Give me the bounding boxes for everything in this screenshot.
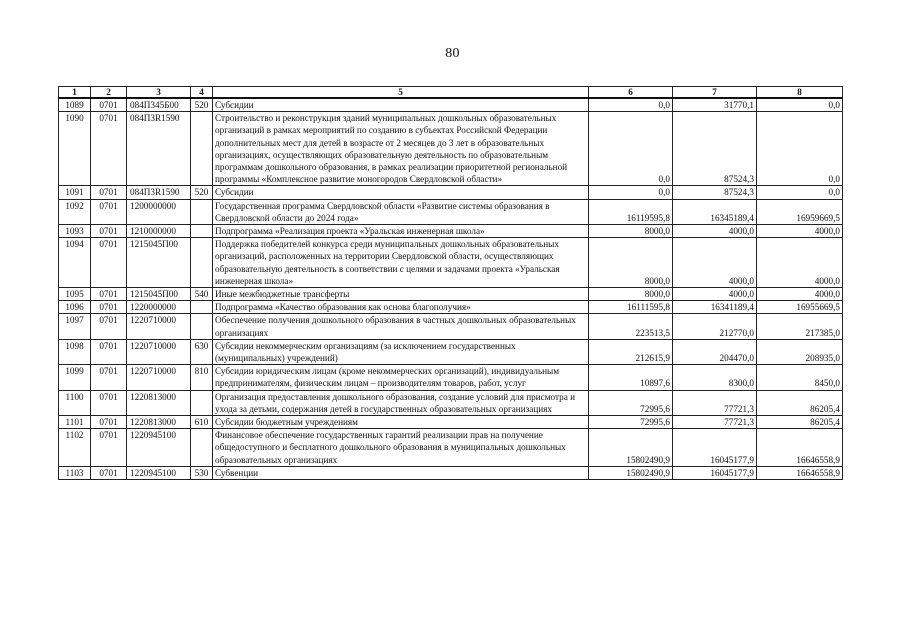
section-code-cell: 0701 [91,314,127,339]
target-code-cell: 1215045П00 [127,238,191,288]
amount-2024-cell: 4000,0 [757,225,843,238]
amount-2022-cell: 16111595,8 [589,301,673,314]
row-number-cell: 1095 [59,288,91,301]
table-body [59,98,843,480]
table-row [59,186,843,199]
target-code-cell: 1220710000 [127,365,191,390]
table-row [59,225,843,238]
row-number-cell: 1099 [59,365,91,390]
amount-2023-cell: 87524,3 [673,112,757,186]
expense-type-cell: 520 [191,98,213,112]
column-header: 4 [191,87,213,99]
section-code-cell: 0701 [91,98,127,112]
column-header: 6 [589,87,673,99]
section-code-cell: 0701 [91,339,127,364]
item-name-cell: Субсидии некоммерческим организациям (за исключением государственных (муниципальных) учреждений) [213,339,589,364]
item-name-cell: Иные межбюджетные трансферты [213,288,589,301]
amount-2023-cell: 16345189,4 [673,199,757,224]
column-header: 2 [91,87,127,99]
table-row [59,466,843,479]
target-code-cell: 1220000000 [127,301,191,314]
amount-2024-cell: 8450,0 [757,365,843,390]
target-code-cell: 084П3R1590 [127,112,191,186]
expense-type-cell: 610 [191,416,213,429]
amount-2022-cell: 8000,0 [589,238,673,288]
target-code-cell: 1220813000 [127,390,191,415]
target-code-cell: 084П3R1590 [127,186,191,199]
section-code-cell: 0701 [91,112,127,186]
amount-2023-cell: 16045177,9 [673,429,757,467]
table-row [59,314,843,339]
amount-2023-cell: 4000,0 [673,288,757,301]
amount-2022-cell: 8000,0 [589,225,673,238]
row-number-cell: 1097 [59,314,91,339]
amount-2024-cell: 217385,0 [757,314,843,339]
amount-2022-cell: 0,0 [589,186,673,199]
amount-2024-cell: 0,0 [757,186,843,199]
row-number-cell: 1098 [59,339,91,364]
row-number-cell: 1101 [59,416,91,429]
row-number-cell: 1102 [59,429,91,467]
target-code-cell: 1220945100 [127,429,191,467]
expense-type-cell [191,390,213,415]
budget-table [58,86,843,480]
row-number-cell: 1090 [59,112,91,186]
section-code-cell: 0701 [91,199,127,224]
amount-2024-cell: 86205,4 [757,416,843,429]
item-name-cell: Обеспечение получения дошкольного образования в частных дошкольных образовательных организациях [213,314,589,339]
amount-2022-cell: 16119595,8 [589,199,673,224]
item-name-cell: Государственная программа Свердловской области «Развитие системы образования в Свердловской области до 2024 года» [213,199,589,224]
amount-2023-cell: 212770,0 [673,314,757,339]
expense-type-cell [191,238,213,288]
amount-2022-cell: 223513,5 [589,314,673,339]
row-number-cell: 1094 [59,238,91,288]
amount-2022-cell: 0,0 [589,98,673,112]
section-code-cell: 0701 [91,301,127,314]
section-code-cell: 0701 [91,390,127,415]
amount-2023-cell: 4000,0 [673,238,757,288]
item-name-cell: Организация предоставления дошкольного образования, создание условий для присмотра и ухода за детьми, содержания детей в государственных образовательных организациях [213,390,589,415]
target-code-cell: 1220710000 [127,339,191,364]
expense-type-cell: 630 [191,339,213,364]
row-number-cell: 1091 [59,186,91,199]
table-row [59,238,843,288]
section-code-cell: 0701 [91,429,127,467]
amount-2022-cell: 15802490,9 [589,429,673,467]
target-code-cell: 1220710000 [127,314,191,339]
expense-type-cell: 540 [191,288,213,301]
section-code-cell: 0701 [91,416,127,429]
target-code-cell: 1220945100 [127,466,191,479]
row-number-cell: 1092 [59,199,91,224]
section-code-cell: 0701 [91,238,127,288]
expense-type-cell: 530 [191,466,213,479]
amount-2024-cell: 16955669,5 [757,301,843,314]
amount-2024-cell: 86205,4 [757,390,843,415]
table-row [59,365,843,390]
target-code-cell: 084П345Б00 [127,98,191,112]
table-row [59,301,843,314]
amount-2022-cell: 15802490,9 [589,466,673,479]
amount-2023-cell: 31770,1 [673,98,757,112]
table-row [59,339,843,364]
target-code-cell: 1215045П00 [127,288,191,301]
expense-type-cell [191,199,213,224]
row-number-cell: 1100 [59,390,91,415]
amount-2024-cell: 208935,0 [757,339,843,364]
amount-2024-cell: 16646558,9 [757,466,843,479]
amount-2024-cell: 4000,0 [757,288,843,301]
expense-type-cell [191,112,213,186]
amount-2023-cell: 77721,3 [673,416,757,429]
section-code-cell: 0701 [91,466,127,479]
section-code-cell: 0701 [91,225,127,238]
amount-2022-cell: 0,0 [589,112,673,186]
table-row [59,112,843,186]
target-code-cell: 1200000000 [127,199,191,224]
item-name-cell: Субвенции [213,466,589,479]
amount-2022-cell: 72995,6 [589,390,673,415]
amount-2024-cell: 4000,0 [757,238,843,288]
budget-table-container [58,86,842,480]
amount-2023-cell: 87524,3 [673,186,757,199]
item-name-cell: Субсидии юридическим лицам (кроме некоммерческих организаций), индивидуальным предпринимателям, физическим лицам – производителям товаров, работ, услуг [213,365,589,390]
amount-2024-cell: 0,0 [757,98,843,112]
page-number: 80 [445,46,460,61]
target-code-cell: 1210000000 [127,225,191,238]
item-name-cell: Субсидии бюджетным учреждениям [213,416,589,429]
amount-2024-cell: 16646558,9 [757,429,843,467]
expense-type-cell [191,429,213,467]
section-code-cell: 0701 [91,186,127,199]
item-name-cell: Поддержка победителей конкурса среди муниципальных дошкольных образовательных организаций, расположенных на территории Свердловской области, осуществляющих образовательную деятельность в соответствии с целями и задачами проекта «Уральская инженерная школа» [213,238,589,288]
item-name-cell: Подпрограмма «Качество образования как основа благополучия» [213,301,589,314]
row-number-cell: 1103 [59,466,91,479]
table-row [59,416,843,429]
table-header-row [59,87,843,99]
column-header: 1 [59,87,91,99]
amount-2024-cell: 16959669,5 [757,199,843,224]
expense-type-cell [191,314,213,339]
amount-2023-cell: 16341189,4 [673,301,757,314]
expense-type-cell [191,225,213,238]
row-number-cell: 1089 [59,98,91,112]
column-header: 8 [757,87,843,99]
amount-2022-cell: 8000,0 [589,288,673,301]
amount-2023-cell: 16045177,9 [673,466,757,479]
amount-2023-cell: 204470,0 [673,339,757,364]
column-header: 3 [127,87,191,99]
column-header: 5 [213,87,589,99]
amount-2023-cell: 8300,0 [673,365,757,390]
item-name-cell: Подпрограмма «Реализация проекта «Уральская инженерная школа» [213,225,589,238]
table-row [59,429,843,467]
table-row [59,288,843,301]
amount-2024-cell: 0,0 [757,112,843,186]
section-code-cell: 0701 [91,365,127,390]
table-row [59,390,843,415]
section-code-cell: 0701 [91,288,127,301]
expense-type-cell [191,301,213,314]
table-row [59,199,843,224]
amount-2023-cell: 4000,0 [673,225,757,238]
item-name-cell: Субсидии [213,186,589,199]
table-row [59,98,843,112]
row-number-cell: 1096 [59,301,91,314]
amount-2022-cell: 10897,6 [589,365,673,390]
row-number-cell: 1093 [59,225,91,238]
amount-2022-cell: 72995,6 [589,416,673,429]
column-header: 7 [673,87,757,99]
target-code-cell: 1220813000 [127,416,191,429]
expense-type-cell: 810 [191,365,213,390]
amount-2023-cell: 77721,3 [673,390,757,415]
expense-type-cell: 520 [191,186,213,199]
item-name-cell: Строительство и реконструкция зданий муниципальных дошкольных образовательных организаций в рамках мероприятий по созданию в субъектах Российской Федерации дополнительных мест для детей в возрасте от 2 месяцев до 3 лет в образовательных организациях, осуществляющих образовательную деятельность по образовательным программам дошкольного образования, в рамках реализации приоритетной региональной программы «Комплексное развитие моногородов Свердловской области» [213,112,589,186]
item-name-cell: Финансовое обеспечение государственных гарантий реализации прав на получение общедоступного и бесплатного дошкольного образования в муниципальных дошкольных образовательных организациях [213,429,589,467]
item-name-cell: Субсидии [213,98,589,112]
amount-2022-cell: 212615,9 [589,339,673,364]
